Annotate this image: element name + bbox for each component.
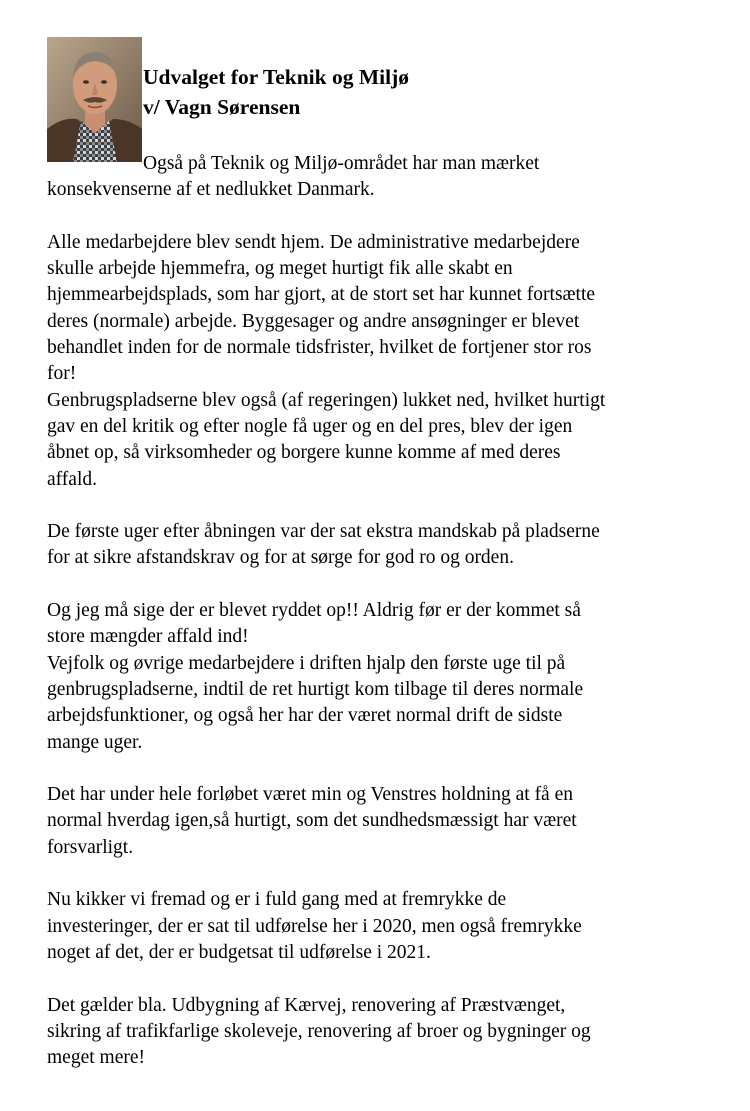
paragraph-3: [47, 519, 707, 572]
text-line: store mængder affald ind!: [47, 626, 249, 648]
paragraph-7: [47, 993, 707, 1072]
text-line: Genbrugspladserne blev også (af regeringen) lukket ned, hvilket hurtigt: [47, 389, 606, 411]
text-line: konsekvenserne af et nedlukket Danmark.: [47, 179, 375, 201]
text-line: skulle arbejde hjemmefra, og meget hurtigt fik alle skabt en: [47, 258, 513, 280]
text-line: for at sikre afstandskrav og for at sørge for god ro og orden.: [47, 547, 514, 569]
text-line: Og jeg må sige der er blevet ryddet op!! Aldrig før er der kommet så: [47, 600, 581, 622]
text-line: De første uger efter åbningen var der sat ekstra mandskab på pladserne: [47, 521, 600, 543]
text-line: meget mere!: [47, 1047, 145, 1069]
text-line: Vejfolk og øvrige medarbejdere i driften hjalp den første uge til på: [47, 652, 566, 674]
text-line: genbrugspladserne, indtil de ret hurtigt kom tilbage til deres normale: [47, 678, 584, 700]
title-line-1: Udvalget for Teknik og Miljø: [143, 65, 409, 89]
text-line: Det gælder bla. Udbygning af Kærvej, renovering af Præstvænget,: [47, 994, 566, 1016]
text-line: behandlet inden for de normale tidsfrister, hvilket de fortjener stor ros: [47, 337, 592, 359]
article-body: [47, 151, 707, 1071]
text-line: sikring af trafikfarlige skoleveje, renovering af broer og bygninger og: [47, 1020, 591, 1042]
author-photo: [47, 37, 142, 162]
paragraph-1: [47, 151, 707, 204]
text-line: hjemmearbejdsplads, som har gjort, at de stort set har kunnet fortsætte: [47, 284, 596, 306]
portrait-image: [47, 37, 142, 162]
paragraph-5: [47, 782, 707, 861]
text-line: Det har under hele forløbet været min og Venstres holdning at få en: [47, 784, 573, 806]
title-line-2: v/ Vagn Sørensen: [143, 95, 301, 119]
text-line: normal hverdag igen,så hurtigt, som det sundhedsmæssigt har været: [47, 810, 577, 832]
text-line: Også på Teknik og Miljø-området har man mærket: [143, 153, 540, 174]
article-title: [143, 62, 409, 122]
text-line: deres (normale) arbejde. Byggesager og andre ansøgninger er blevet: [47, 310, 580, 332]
text-line: gav en del kritik og efter nogle få uger og en del pres, blev der igen: [47, 415, 573, 437]
paragraph-2: [47, 230, 707, 493]
text-line: Alle medarbejdere blev sendt hjem. De administrative medarbejdere: [47, 231, 580, 253]
text-line: mange uger.: [47, 731, 143, 753]
text-line: investeringer, der er sat til udførelse her i 2020, men også fremrykke: [47, 915, 582, 937]
paragraph-6: [47, 887, 707, 966]
paragraph-4: [47, 598, 707, 756]
text-line: arbejdsfunktioner, og også her har der været normal drift de sidste: [47, 705, 563, 727]
text-line: åbnet op, så virksomheder og borgere kunne komme af med deres: [47, 442, 561, 464]
text-line: forsvarligt.: [47, 836, 134, 858]
text-line: for!: [47, 363, 77, 385]
text-line: noget af det, der er budgetsat til udførelse i 2021.: [47, 941, 431, 963]
text-line: Nu kikker vi fremad og er i fuld gang med at fremrykke de: [47, 889, 507, 911]
text-line: affald.: [47, 468, 97, 490]
